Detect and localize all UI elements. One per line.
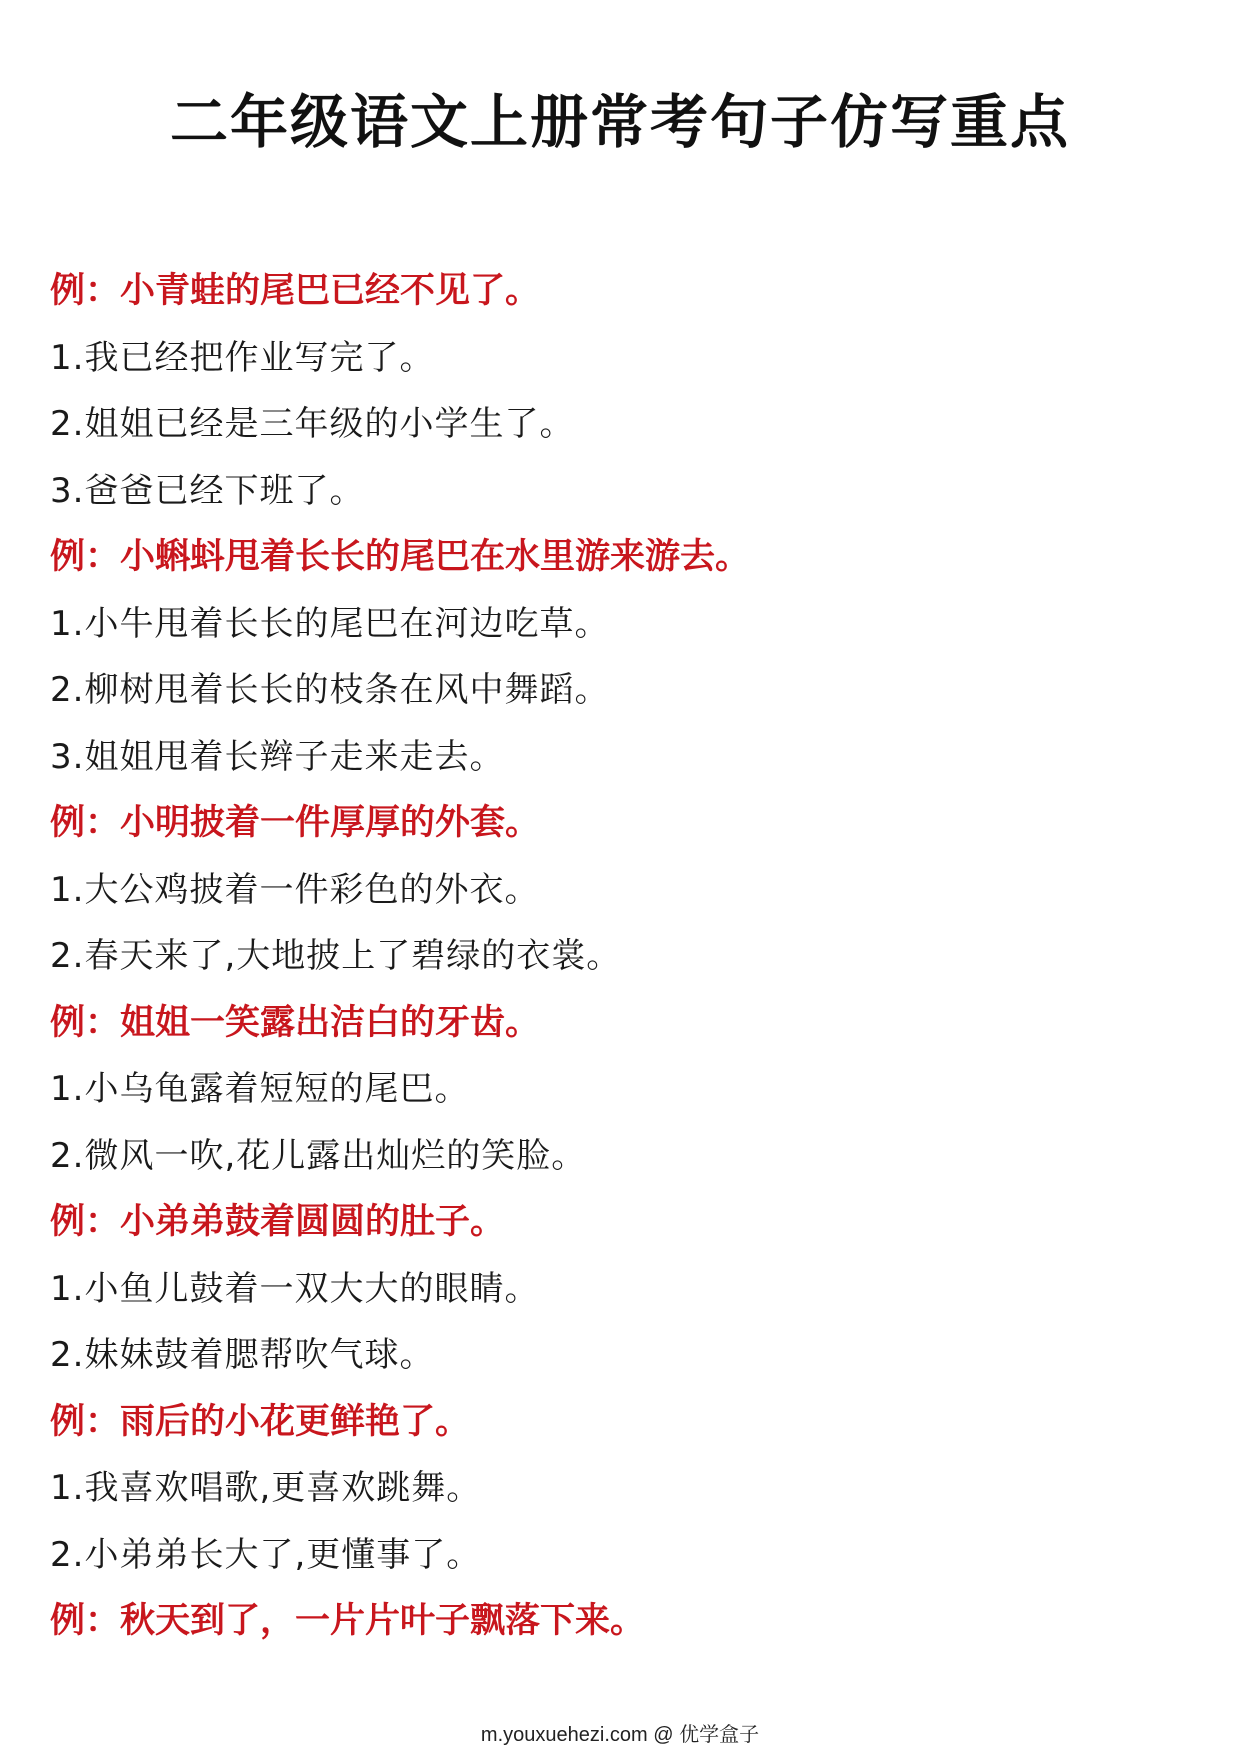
- practice-sentence: 3.爸爸已经下班了。: [50, 470, 365, 511]
- practice-sentence: 2.小弟弟长大了,更懂事了。: [50, 1534, 482, 1575]
- example-sentence: 例：小青蛙的尾巴已经不见了。: [50, 271, 541, 311]
- practice-sentence: 1.我喜欢唱歌,更喜欢跳舞。: [50, 1468, 482, 1508]
- example-sentence: 例：小明披着一件厚厚的外套。: [50, 803, 541, 843]
- sentence-list: [50, 258, 1200, 1655]
- example-sentence: 例：小弟弟鼓着圆圆的肚子。: [50, 1202, 506, 1242]
- practice-sentence: 2.春天来了,大地披上了碧绿的衣裳。: [50, 936, 622, 976]
- practice-sentence: 2.微风一吹,花儿露出灿烂的笑脸。: [50, 1135, 587, 1176]
- practice-sentence: 1.小牛甩着长长的尾巴在河边吃草。: [50, 603, 610, 644]
- example-sentence: 例：小蝌蚪甩着长长的尾巴在水里游来游去。: [50, 537, 751, 577]
- practice-sentence: 1.大公鸡披着一件彩色的外衣。: [50, 869, 540, 910]
- page-title: 二年级语文上册常考句子仿写重点: [169, 88, 1070, 156]
- practice-sentence: 2.柳树甩着长长的枝条在风中舞蹈。: [50, 670, 610, 710]
- practice-sentence: 1.我已经把作业写完了。: [50, 337, 435, 378]
- footer-watermark: m.youxuehezi.com @ 优学盒子: [480, 1724, 760, 1746]
- practice-sentence: 2.姐姐已经是三年级的小学生了。: [50, 404, 575, 444]
- practice-sentence: 1.小鱼儿鼓着一双大大的眼睛。: [50, 1268, 540, 1309]
- example-sentence: 例：雨后的小花更鲜艳了。: [50, 1401, 471, 1442]
- example-sentence: 例：姐姐一笑露出洁白的牙齿。: [50, 1002, 541, 1043]
- practice-sentence: 2.妹妹鼓着腮帮吹气球。: [50, 1335, 435, 1375]
- example-sentence: 例：秋天到了，一片片叶子飘落下来。: [50, 1601, 646, 1641]
- practice-sentence: 1.小乌龟露着短短的尾巴。: [50, 1069, 470, 1109]
- practice-sentence: 3.姐姐甩着长辫子走来走去。: [50, 736, 505, 777]
